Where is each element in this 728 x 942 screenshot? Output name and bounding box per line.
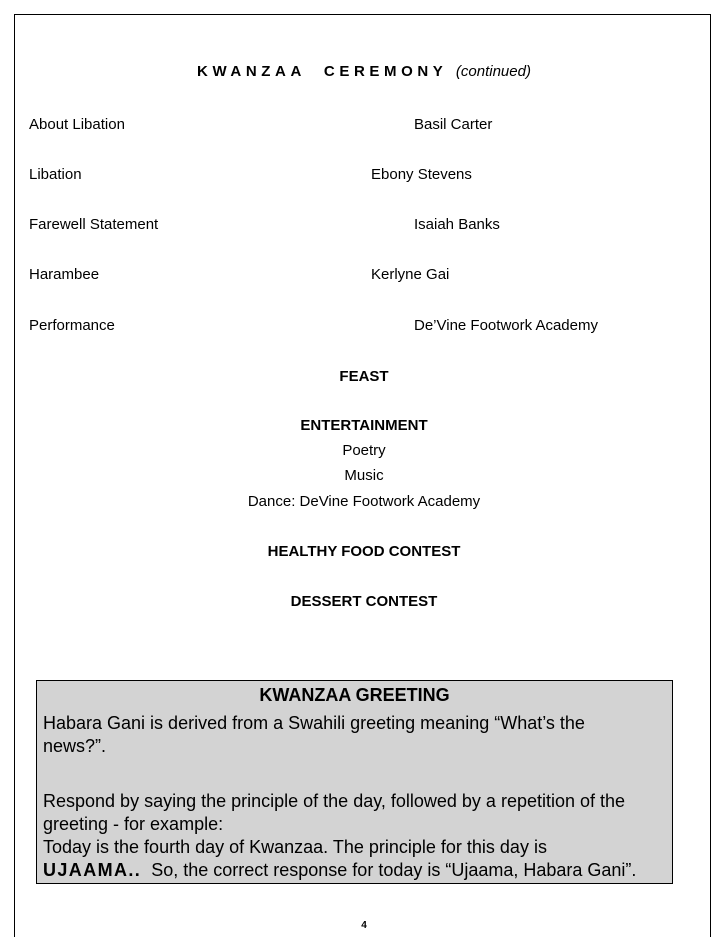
title-kwanzaa: KWANZAA (197, 63, 306, 80)
program-person-isaiah-banks: Isaiah Banks (414, 216, 500, 233)
feast-heading: FEAST (339, 368, 389, 385)
kwanzaa-greeting-box (36, 680, 673, 884)
entertainment-item-music: Music (344, 467, 384, 484)
program-item-farewell-statement: Farewell Statement (29, 216, 159, 233)
greeting-line-1: Habara Gani is derived from a Swahili greeting meaning “What’s the (43, 713, 585, 733)
page-number: 4 (361, 920, 367, 931)
program-item-harambee: Harambee (29, 266, 100, 283)
entertainment-item-poetry: Poetry (342, 442, 386, 459)
principle-ujaama: UJAAMA.. (43, 860, 142, 880)
greeting-line-5: Today is the fourth day of Kwanzaa. The principle for this day is (43, 837, 547, 857)
title-ceremony: CEREMONY (323, 63, 448, 80)
program-item-performance: Performance (29, 317, 115, 334)
greeting-line-6 (43, 860, 636, 881)
healthy-food-contest-heading: HEALTHY FOOD CONTEST (267, 543, 461, 560)
greeting-line-6-rest: So, the correct response for today is “Ujaama, Habara Gani”. (141, 860, 637, 880)
greeting-line-3: Respond by saying the principle of the day, followed by a repetition of the (43, 791, 626, 811)
program-person-ebony-stevens: Ebony Stevens (371, 166, 472, 183)
dessert-contest-heading: DESSERT CONTEST (290, 593, 438, 610)
program-item-libation: Libation (29, 166, 82, 183)
program-person-devine-footwork: De’Vine Footwork Academy (414, 317, 598, 334)
program-item-about-libation: About Libation (29, 116, 125, 133)
entertainment-heading: ENTERTAINMENT (300, 417, 428, 434)
entertainment-item-dance: Dance: DeVine Footwork Academy (247, 493, 481, 510)
title-suffix: (continued) (455, 63, 531, 80)
greeting-line-4: greeting - for example: (43, 814, 224, 834)
program-person-kerlyne-gai: Kerlyne Gai (371, 266, 450, 283)
page-title (0, 63, 728, 80)
program-person-basil-carter: Basil Carter (414, 116, 493, 133)
greeting-title: KWANZAA GREETING (259, 685, 450, 705)
greeting-line-2: news?”. (43, 736, 107, 756)
